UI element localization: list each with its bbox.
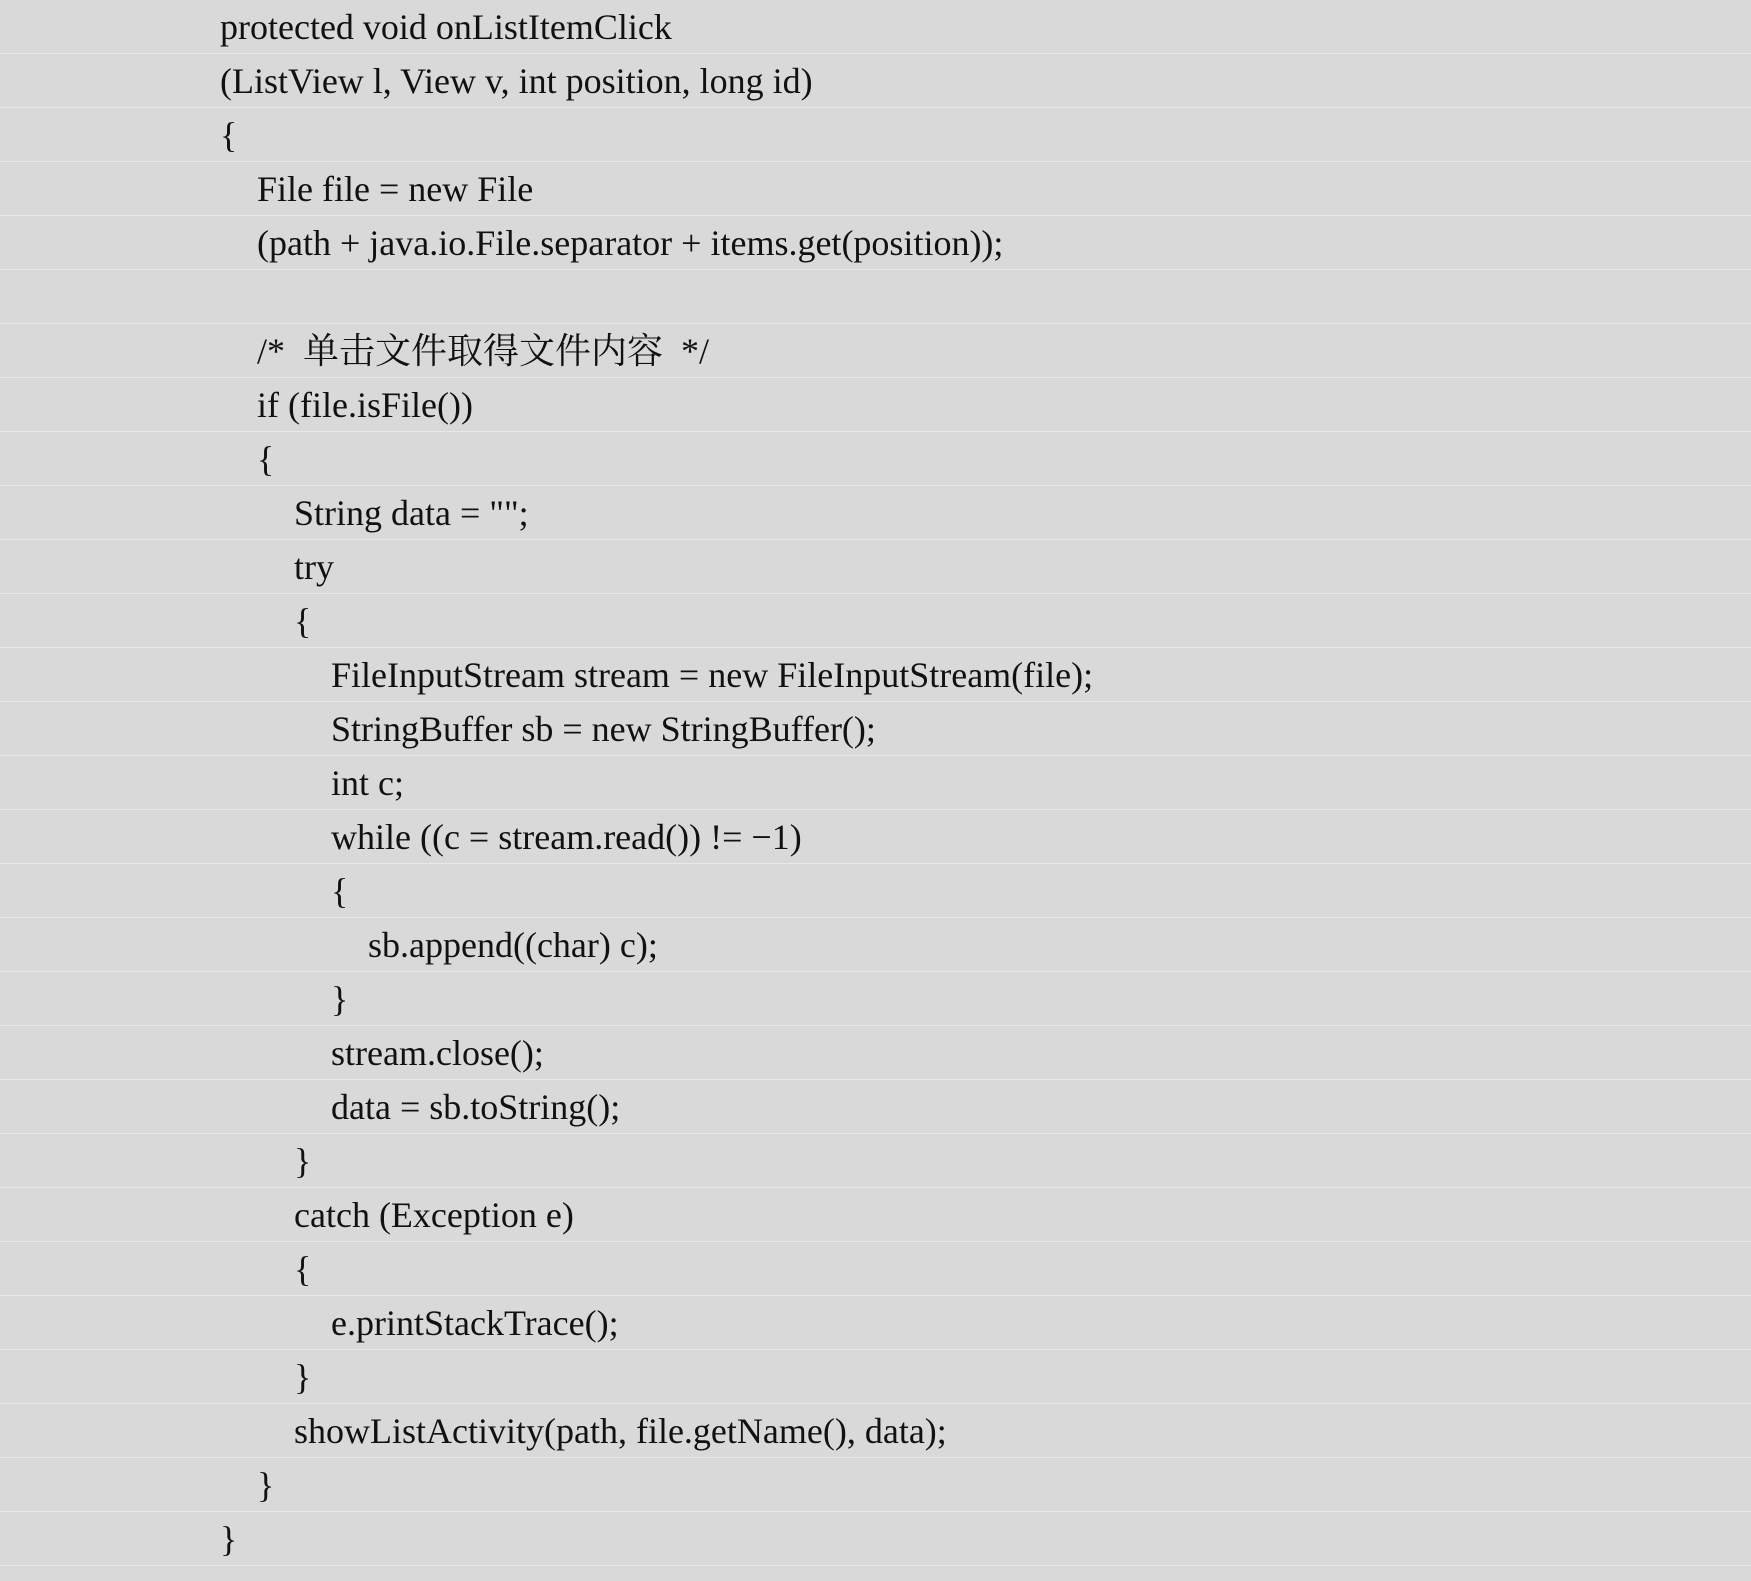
code-line-text: int c; <box>331 763 404 803</box>
code-line <box>0 108 1751 162</box>
code-line <box>0 486 1751 540</box>
code-line-text: if (file.isFile()) <box>257 385 473 425</box>
code-line <box>0 702 1751 756</box>
code-line-text: } <box>331 979 349 1019</box>
code-line-text: showListActivity(path, file.getName(), data); <box>294 1411 947 1451</box>
code-line <box>0 1080 1751 1134</box>
code-line <box>0 864 1751 918</box>
code-line-text: data = sb.toString(); <box>331 1087 621 1127</box>
code-line-text: } <box>257 1465 275 1505</box>
code-line-text: { <box>220 115 238 155</box>
code-line-text: e.printStackTrace(); <box>331 1303 619 1343</box>
code-line <box>0 1458 1751 1512</box>
code-line-text: (path + java.io.File.separator + items.get(position)); <box>257 223 1004 263</box>
code-line <box>0 972 1751 1026</box>
code-line-text: (ListView l, View v, int position, long id) <box>220 61 813 101</box>
code-line-text: { <box>294 601 312 641</box>
code-line <box>0 1188 1751 1242</box>
code-line-text: try <box>294 547 334 587</box>
code-line <box>0 162 1751 216</box>
code-line <box>0 216 1751 270</box>
code-line <box>0 810 1751 864</box>
code-line-text: String data = ""; <box>294 493 529 533</box>
code-line <box>0 1242 1751 1296</box>
code-line-text: protected void onListItemClick <box>220 7 672 47</box>
code-line <box>0 1026 1751 1080</box>
code-line-text: FileInputStream stream = new FileInputStream(file); <box>331 655 1094 695</box>
code-line <box>0 918 1751 972</box>
code-line-text: } <box>294 1141 312 1181</box>
code-line-text: StringBuffer sb = new StringBuffer(); <box>331 709 876 749</box>
code-line-text: while ((c = stream.read()) != −1) <box>331 817 802 857</box>
code-comment: /* 单击文件取得文件内容 */ <box>257 331 710 371</box>
code-line <box>0 1134 1751 1188</box>
code-line-text: { <box>294 1249 312 1289</box>
code-line-text: stream.close(); <box>331 1033 544 1073</box>
code-line <box>0 54 1751 108</box>
code-line <box>0 1350 1751 1404</box>
code-line-text: sb.append((char) c); <box>368 925 658 965</box>
code-line-text: File file = new File <box>257 169 534 209</box>
code-line-text: } <box>220 1519 238 1559</box>
code-line <box>0 1404 1751 1458</box>
code-line <box>0 0 1751 54</box>
code-line-text: } <box>294 1357 312 1397</box>
code-line <box>0 270 1751 324</box>
code-line <box>0 648 1751 702</box>
code-line <box>0 1296 1751 1350</box>
code-line <box>0 1512 1751 1566</box>
code-line-text: { <box>257 439 275 479</box>
code-line <box>0 594 1751 648</box>
code-line <box>0 540 1751 594</box>
code-line <box>0 324 1751 378</box>
code-line-text: catch (Exception e) <box>294 1195 574 1235</box>
code-line <box>0 432 1751 486</box>
code-line <box>0 756 1751 810</box>
code-line <box>0 378 1751 432</box>
code-line-text: { <box>331 871 349 911</box>
